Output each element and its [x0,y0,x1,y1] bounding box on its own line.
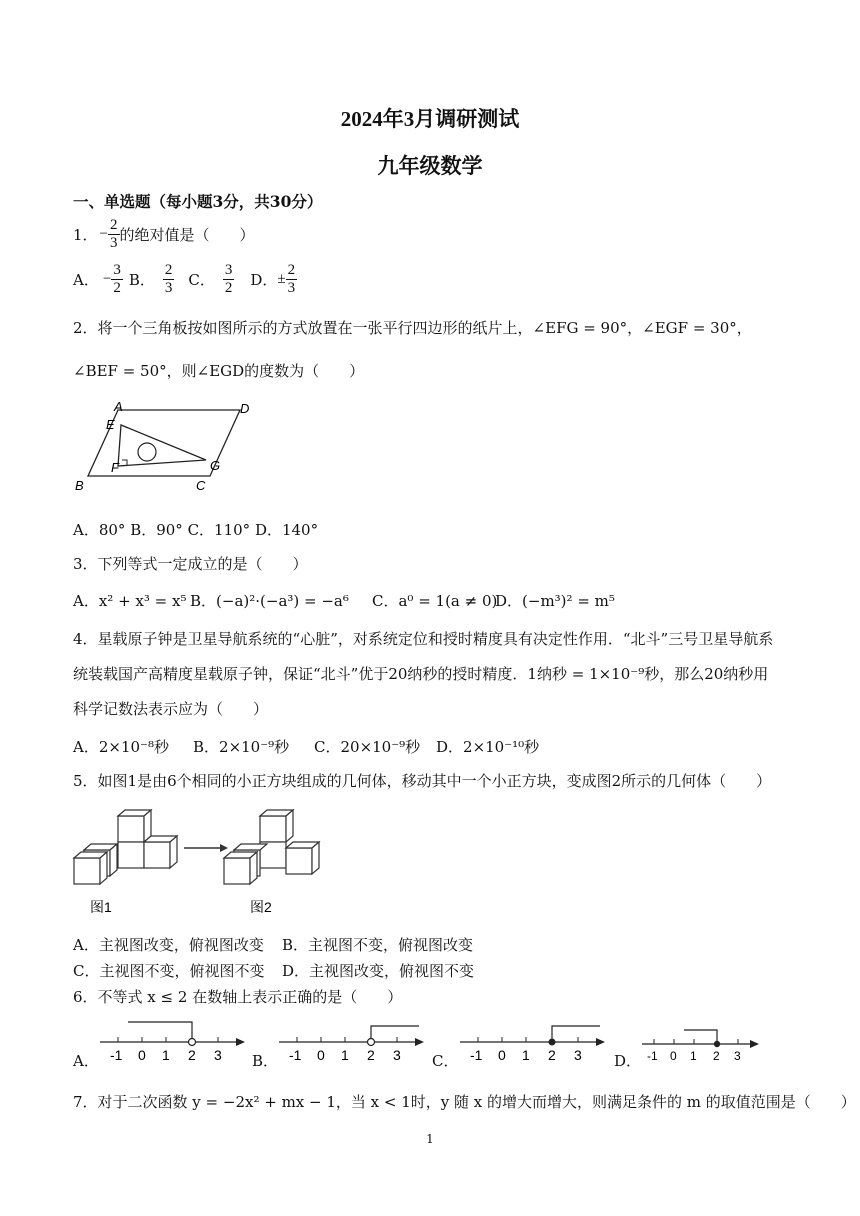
question-5-option-c: C．主视图不变，俯视图不变 [73,962,265,980]
label-b: B [75,478,84,493]
svg-text:3: 3 [574,1047,582,1063]
label-d: D [240,401,250,416]
fraction: $\frac{2}{3}$ [110,216,118,251]
number-line-d [640,1022,764,1064]
question-5-stem: 5．如图1是由6个相同的小正方块组成的几何体，移动其中一个小正方块，变成图2所示的几何体（ ） [73,772,772,790]
page-number: 1 [426,1132,434,1146]
right-angle-mark [122,460,127,465]
label-g: G [210,458,221,473]
question-2-line1: 2．将一个三角板按如图所示的方式放置在一张平行四边形的纸片上，∠EFG = 90°，∠EGF = 30°， [73,319,752,337]
closed-endpoint [549,1039,556,1046]
option-d-label: D． [250,270,278,289]
option-a-sign: − [102,270,112,287]
question-3-option-b: B．(−a)²·(−a³) = −a⁶ [190,592,349,610]
question-4-option-b: B．2×10⁻⁹秒 [193,738,290,756]
triangle-ruler [118,425,206,466]
question-5-option-d: D．主视图改变，俯视图不变 [282,962,475,980]
question-4-line3: 科学记数法表示应为（ ） [73,700,269,718]
open-endpoint [368,1039,375,1046]
figure-2-label: 图2 [250,899,272,915]
svg-text:1: 1 [522,1047,530,1063]
label-c: C [196,478,206,493]
option-a-label: A． [73,270,99,289]
section-heading: 一、单选题（每小题3分，共30分） [73,192,323,211]
question-3-stem: 3．下列等式一定成立的是（ ） [73,555,308,573]
svg-text:0: 0 [498,1047,506,1063]
question-6-option-a-label: A． [73,1052,99,1070]
figure-1-cubes [74,810,177,884]
ruler-hole [138,443,156,461]
label-a: A [114,399,123,414]
svg-text:1: 1 [162,1047,170,1063]
question-6-stem: 6．不等式 x ≤ 2 在数轴上表示正确的是（ ） [73,988,403,1006]
number-line-a [98,1018,248,1064]
question-3-option-d: D．(−m³)² = m⁵ [495,592,615,610]
svg-text:2: 2 [188,1047,196,1063]
question-6-option-c-label: C． [432,1052,459,1070]
svg-text:3: 3 [734,1049,741,1063]
minus-sign: − [99,225,109,242]
svg-text:3: 3 [214,1047,222,1063]
label-e: E [106,417,115,432]
question-4-option-c: C．20×10⁻⁹秒 [314,738,421,756]
option-c-label: C． [188,270,215,289]
number-line-c [458,1018,608,1064]
figure-1-label: 图1 [90,899,112,915]
svg-text:0: 0 [317,1047,325,1063]
question-4-option-d: D．2×10⁻¹⁰秒 [436,738,540,756]
option-b-fraction: $\frac{2}{3}$ [164,261,173,296]
question-6-option-b-label: B． [252,1052,279,1070]
option-d-fraction: $\frac{2}{3}$ [287,261,296,296]
svg-text:-1: -1 [647,1049,658,1063]
question-7-stem: 7．对于二次函数 y = −2x² + mx − 1，当 x < 1时，y 随 x 的增大而增大，则满足条件的 m 的取值范围是（ ） [73,1093,856,1111]
question-4-line2: 统装载国产高精度星载原子钟，保证“北斗”优于20纳秒的授时精度．1纳秒 = 1×10⁻⁹秒，那么20纳秒用 [73,665,769,683]
cube-figures [72,808,337,918]
svg-text:2: 2 [713,1049,720,1063]
svg-text:1: 1 [341,1047,349,1063]
svg-text:0: 0 [670,1049,677,1063]
question-text: 的绝对值是（ ） [119,225,255,244]
page-title: 2024年3月调研测试 [340,107,520,131]
svg-text:1: 1 [690,1049,697,1063]
page-subtitle: 九年级数学 [377,154,483,178]
closed-endpoint [714,1041,720,1047]
parallelogram-figure [70,398,270,498]
question-6-option-d-label: D． [614,1052,642,1070]
svg-text:3: 3 [393,1047,401,1063]
svg-text:2: 2 [367,1047,375,1063]
arrow-head [220,844,228,852]
number-line-b [277,1018,427,1064]
question-1-options [73,258,297,300]
question-4-option-a: A．2×10⁻⁸秒 [73,738,169,756]
question-3-option-a: A．x² + x³ = x⁵ [73,592,187,610]
question-number: 1． [73,225,98,244]
question-3-option-c: C．a⁰ = 1(a ≠ 0) [372,592,498,610]
question-2-options: A．80° B．90° C．110° D．140° [73,521,319,539]
option-a-fraction: $\frac{3}{2}$ [113,261,121,296]
svg-text:-1: -1 [470,1047,483,1063]
question-2-line2: ∠BEF = 50°，则∠EGD的度数为（ ） [73,362,365,380]
option-b-label: B． [128,270,155,289]
open-endpoint [189,1039,196,1046]
svg-text:2: 2 [548,1047,556,1063]
figure-2-cubes [224,810,319,884]
question-5-option-a: A．主视图改变，俯视图改变 [73,936,264,954]
question-1-stem [73,214,255,254]
svg-text:-1: -1 [110,1047,123,1063]
question-5-option-b: B．主视图不变，俯视图改变 [282,936,474,954]
svg-text:-1: -1 [289,1047,302,1063]
question-4-line1: 4．星载原子钟是卫星导航系统的“心脏”，对系统定位和授时精度具有决定性作用．“北斗”三号卫星导航系 [73,630,774,648]
svg-text:0: 0 [138,1047,146,1063]
option-d-sign: ± [277,270,286,287]
label-f: F [111,460,119,475]
option-c-fraction: $\frac{3}{2}$ [224,261,233,296]
